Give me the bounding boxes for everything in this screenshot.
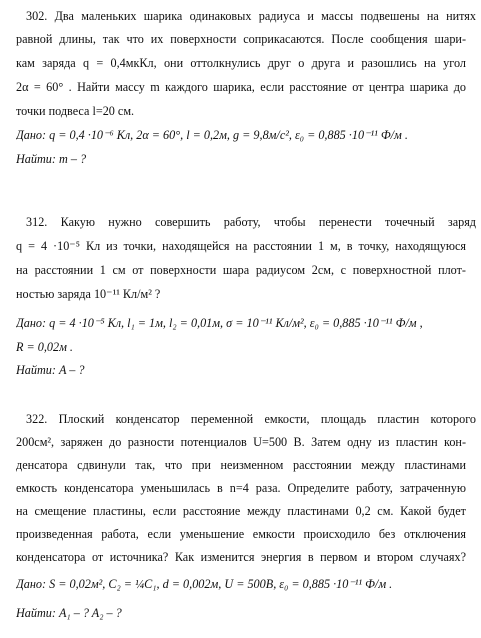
problem-322-line-4: емкость конденсатора уменьшилась в n=4 раза. Определите работу, затраченную: [16, 481, 466, 495]
problem-322-line-1: 322. Плоский конденсатор переменной емкости, площадь пластин которого: [26, 412, 476, 426]
problem-302-line-3: кам заряда q = 0,4мкКл, они оттолкнулись друг о друга и разошлись на угол: [16, 56, 466, 70]
problem-312-line-2: q = 4 ·10⁻⁵ Кл из точки, находящейся на расстоянии 1 м, в точку, находящуюся: [16, 239, 466, 253]
problem-322-line-3: денсатора сдвинули так, что при неизменном расстоянии между пластинами: [16, 458, 466, 472]
problem-302-line-1: 302. Два маленьких шарика одинаковых радиуса и массы подвешены на нитях: [26, 9, 476, 23]
problem-312-given-cont: R = 0,02м .: [16, 340, 73, 354]
problem-302-line-5: точки подвеса l=20 см.: [16, 104, 135, 118]
problem-322-line-2: 200см², заряжен до разности потенциалов U=500 В. Затем одну из пластин кон-: [16, 435, 466, 449]
problem-322-find: Найти: A₁ – ? A₂ – ?: [16, 606, 122, 620]
problem-312-line-3: на расстоянии 1 см от поверхности шара радиусом 2см, с поверхностной плот-: [16, 263, 466, 277]
problem-322-line-7: конденсатора от источника? Как изменится энергия в первом и втором случаях?: [16, 550, 466, 564]
problem-302-find: Найти: m – ?: [16, 152, 87, 166]
problem-302-given: Дано: q = 0,4 ·10⁻⁶ Кл, 2α = 60°, l = 0,2м, g = 9,8м/с², ε₀ = 0,885 ·10⁻¹¹ Ф/м .: [16, 128, 408, 142]
problem-312-given: Дано: q = 4 ·10⁻⁵ Кл, l₁ = 1м, l₂ = 0,01м, σ = 10⁻¹¹ Кл/м², ε₀ = 0,885 ·10⁻¹¹ Ф/м ,: [16, 316, 423, 330]
problem-312-find: Найти: A – ?: [16, 363, 85, 377]
problem-312-line-4: ностью заряда 10⁻¹¹ Кл/м² ?: [16, 287, 161, 301]
problem-322-line-6: произведенная работа, если уменьшение емкости происходило без отключения: [16, 527, 466, 541]
problem-312-line-1: 312. Какую нужно совершить работу, чтобы перенести точечный заряд: [26, 215, 476, 229]
problem-302-line-4: 2α = 60° . Найти массу m каждого шарика, если расстояние от центра шарика до: [16, 80, 466, 94]
problem-302-line-2: равной длины, так что их поверхности соприкасаются. После сообщения шари-: [16, 32, 466, 46]
problem-322-given: Дано: S = 0,02м², C₂ = ¼C₁, d = 0,002м, U = 500В, ε₀ = 0,885 ·10⁻¹¹ Ф/м .: [16, 577, 393, 591]
problem-322-line-5: на смещение пластины, если расстояние между пластинами 0,2 см. Какой будет: [16, 504, 466, 518]
